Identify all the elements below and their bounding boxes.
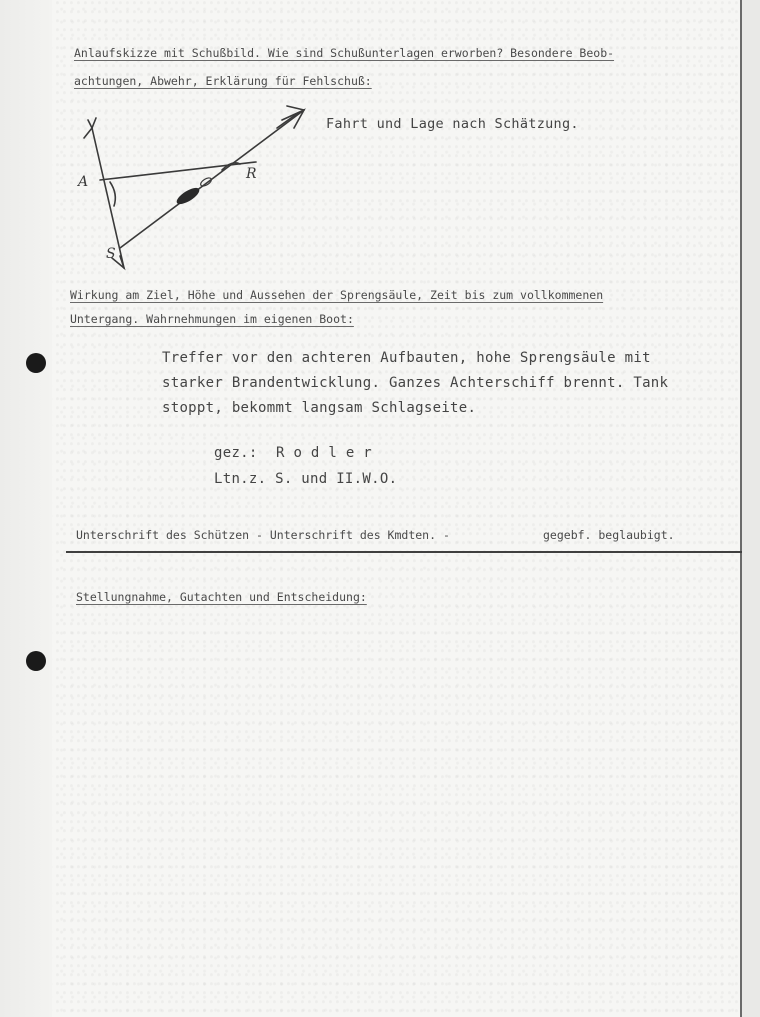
sketch-label-r: R [246, 166, 257, 182]
section-header-sketch-line1: Anlaufskizze mit Schußbild. Wie sind Schußunterlagen erworben? Besondere Beob- [74, 46, 615, 60]
sketch-label-a: A [78, 174, 89, 190]
section-header-decision: Stellungnahme, Gutachten und Entscheidung: [76, 590, 367, 604]
punch-hole-upper [26, 353, 46, 373]
sketch-ship-hit [174, 185, 201, 207]
sketch-line-s-r [120, 110, 304, 248]
section-divider [66, 551, 742, 553]
sketch-line-a-r [100, 162, 256, 180]
signed-prefix: gez.: [214, 445, 258, 461]
section-header-effect-line1: Wirkung am Ziel, Höhe und Aussehen der Sprengsäule, Zeit bis zum vollkommenen [70, 288, 604, 302]
signed-rank: Ltn.z. S. und II.W.O. [214, 471, 398, 487]
section-header-sketch-line2: achtungen, Abwehr, Erklärung für Fehlschuß: [74, 74, 372, 88]
scan-margin-left [0, 0, 52, 1017]
certified-label: gegebf. beglaubigt. [543, 528, 675, 542]
sketch-label-s: S [106, 246, 116, 262]
sketch-caption: Fahrt und Lage nach Schätzung. [326, 116, 579, 132]
report-line-3: stoppt, bekommt langsam Schlagseite. [162, 400, 477, 416]
sketch-arrow-a [88, 118, 96, 128]
report-line-1: Treffer vor den achteren Aufbauten, hohe Sprengsäule mit [162, 350, 651, 366]
scan-margin-right [742, 0, 760, 1017]
sketch-angle-a [110, 182, 115, 206]
section-header-effect-line2: Untergang. Wahrnehmungen im eigenen Boot: [70, 312, 354, 326]
signature-labels: Unterschrift des Schützen - Unterschrift des Kmdten. - [76, 528, 450, 542]
attack-sketch [72, 98, 312, 278]
signed-name: R o d l e r [276, 445, 373, 461]
punch-hole-lower [26, 651, 46, 671]
report-line-2: starker Brandentwicklung. Ganzes Achterschiff brennt. Tank [162, 375, 669, 391]
